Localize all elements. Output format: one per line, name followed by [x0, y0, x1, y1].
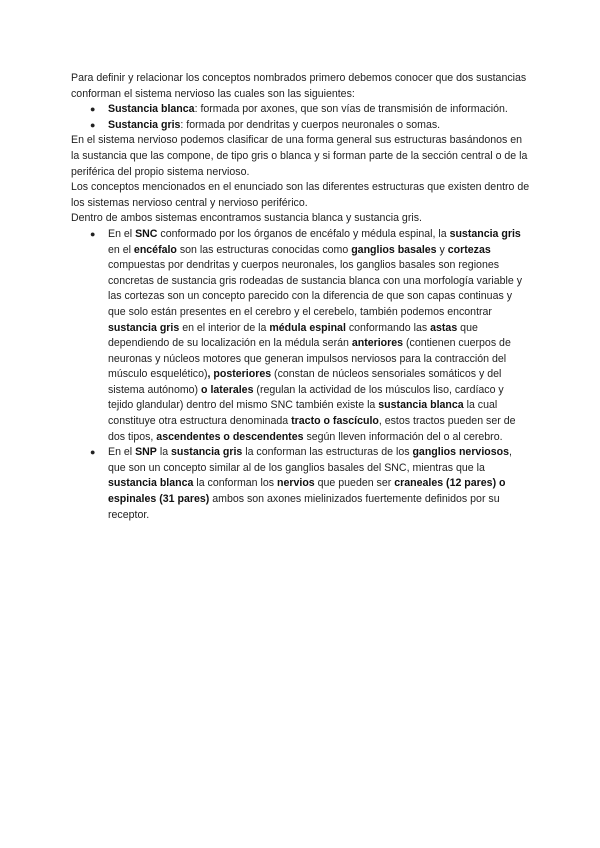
intro-paragraph-4: Dentro de ambos sistemas encontramos sustancia blanca y sustancia gris.	[71, 212, 422, 225]
text-run: en el	[108, 243, 134, 256]
bullet-icon: ●	[90, 228, 96, 239]
bold-term: , posteriores	[207, 368, 272, 381]
term-label: Sustancia gris	[108, 118, 181, 131]
text-run: (regulan la actividad de los músculos liso, cardíaco y tejido glandular) dentro del mismo SNC también existe la	[108, 383, 504, 412]
text-run: , que son un concepto similar al de los ganglios basales del SNC, mientras que la	[108, 446, 512, 474]
text-run: (contienen cuerpos de neuronas y núcleos motores que generan impulsos nerviosos para la contracción del músculo esquelético)	[108, 337, 511, 381]
list-item-snc	[71, 227, 531, 445]
text-run: son las estructuras conocidas como	[176, 243, 352, 256]
text-run: (constan de núcleos sensoriales somáticos y del sistema autónomo)	[108, 368, 502, 396]
bold-term: sustancia gris	[449, 227, 521, 240]
bold-term: sustancia gris	[171, 446, 243, 459]
bold-term: astas	[430, 321, 458, 334]
bold-term: o laterales	[201, 383, 254, 396]
bold-term: sustancia blanca	[108, 477, 194, 490]
bold-term: tracto o fascículo	[291, 415, 379, 428]
text-run: conformado por los órganos de encéfalo y médula espinal, la	[157, 227, 450, 240]
text-run: la cual constituye otra estructura denominada	[108, 399, 498, 428]
text-run: , estos tractos pueden ser de dos tipos,	[108, 415, 516, 443]
bold-term: SNP	[135, 446, 157, 459]
bold-term: SNC	[135, 227, 158, 240]
bold-term: ascendentes o descendentes	[156, 430, 304, 443]
bold-term: ganglios basales	[351, 243, 437, 256]
intro-paragraph-2: En el sistema nervioso podemos clasificar de una forma general sus estructuras basándonos en la sustancia que las compone, de tipo gris o blanca y si forman parte de la sección central o de la periférica del propio sistema nervioso.	[71, 134, 528, 178]
bold-term: médula espinal	[269, 321, 346, 334]
bold-term: craneales (12 pares) o espinales (31 pares)	[108, 477, 506, 506]
term-definition: : formada por axones, que son vías de transmisión de información.	[194, 103, 508, 116]
text-run: ambos son axones mielinizados fuertemente definidos por su receptor.	[108, 493, 500, 521]
bullet-icon: ●	[90, 104, 96, 115]
bullet-icon: ●	[90, 119, 96, 130]
list-item	[71, 118, 531, 134]
text-run: En el	[108, 227, 136, 240]
intro-paragraph-3: Los conceptos mencionados en el enunciado son las diferentes estructuras que existen dentro de los sistemas nervioso central y nervioso periférico.	[71, 181, 530, 209]
term-definition: : formada por dendritas y cuerpos neuronales o somas.	[180, 118, 441, 131]
text-run: que dependiendo de su localización en la médula serán	[108, 321, 478, 350]
bold-term: cortezas	[447, 243, 491, 256]
text-run: y	[436, 243, 448, 256]
bold-term: encéfalo	[133, 243, 177, 256]
text-run: la conforman las estructuras de los	[242, 446, 413, 459]
text-run: que pueden ser	[314, 477, 395, 490]
bold-term: nervios	[277, 477, 315, 490]
list-item-snp	[71, 445, 531, 523]
intro-paragraph-1: Para definir y relacionar los conceptos nombrados primero debemos conocer que dos sustancias conforman el sistema nervioso las cuales son las siguientes:	[71, 72, 527, 100]
text-run: según lleven información del o al cerebro.	[303, 430, 503, 443]
text-run: la	[156, 446, 172, 459]
text-run: En el	[108, 446, 136, 459]
list-item	[71, 102, 531, 118]
system-list	[71, 227, 531, 523]
bold-term: anteriores	[351, 337, 404, 350]
text-run: la conforman los	[193, 477, 278, 490]
substance-list	[71, 102, 531, 133]
text-run: en el interior de la	[179, 321, 270, 334]
text-run: compuestas por dendritas y cuerpos neuronales, los ganglios basales son regiones concretas de sustancia gris rodeadas de sustancia blanca con una morfología variable y las cortezas son un concepto parecido con la diferencia de que son capas continuas y que solo están presentes en el cerebro y el cerebelo, también podemos encontrar	[108, 259, 522, 318]
bold-term: ganglios nerviosos	[412, 446, 509, 459]
bullet-icon: ●	[90, 447, 96, 458]
bold-term: sustancia blanca	[378, 399, 464, 412]
bold-term: sustancia gris	[108, 321, 180, 334]
term-label: Sustancia blanca	[108, 103, 195, 116]
text-run: conformando las	[345, 321, 431, 334]
document-body	[71, 71, 531, 523]
